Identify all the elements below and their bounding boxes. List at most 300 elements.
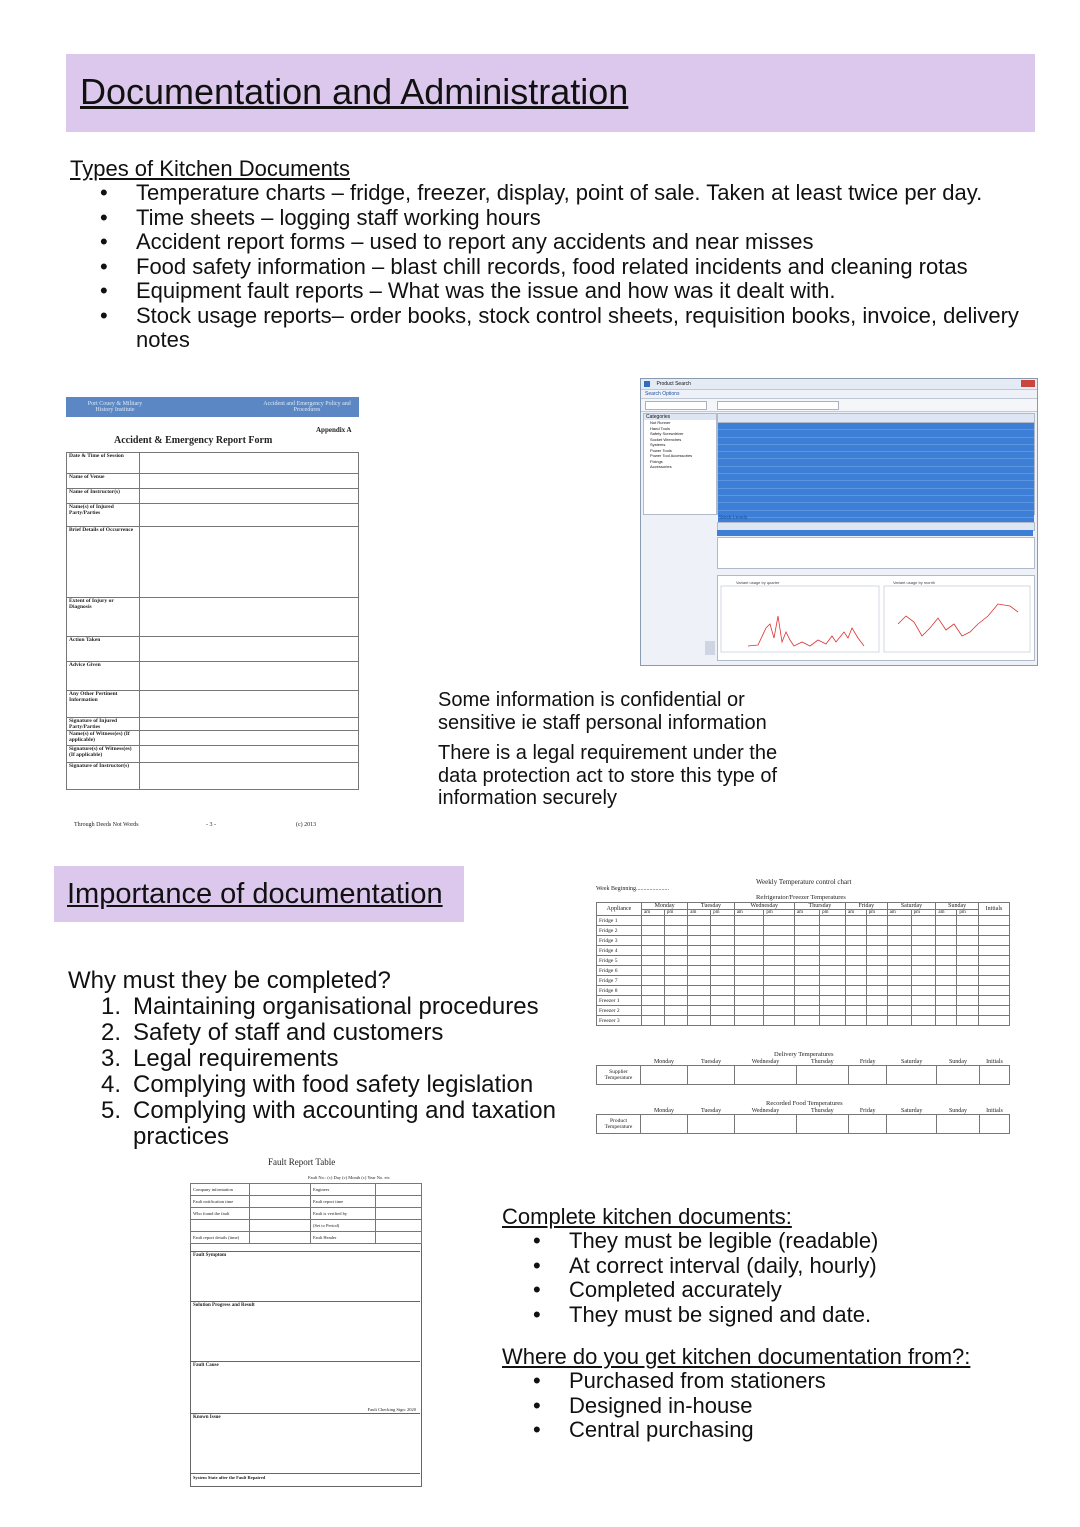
temp-entry-cell[interactable] (642, 936, 665, 946)
list-item: • Purchased from stationers (533, 1369, 1062, 1394)
fault-left-value[interactable] (250, 1184, 311, 1196)
temp-appliance-row (597, 916, 1010, 926)
stock-grid-row[interactable] (718, 467, 1034, 474)
list-item: • Accident report forms – used to report any accidents and near misses (100, 230, 1060, 255)
temp-entry-cell[interactable] (887, 936, 911, 946)
reasons-list (101, 994, 598, 1150)
temp-entry-cell[interactable] (911, 1016, 936, 1026)
stock-search-field[interactable] (645, 401, 707, 410)
temp-entry-cell[interactable] (642, 986, 665, 996)
temp-entry-cell[interactable] (866, 946, 887, 956)
temp-entry-cell[interactable] (711, 1016, 735, 1026)
temp-entry-cell[interactable] (936, 986, 957, 996)
temp-entry-cell[interactable] (820, 946, 846, 956)
temp-entry-cell[interactable] (846, 1006, 867, 1016)
temp-entry-cell[interactable] (764, 926, 794, 936)
temp-entry-cell[interactable] (846, 946, 867, 956)
temp-entry-cell[interactable] (794, 996, 819, 1006)
temp-entry-cell[interactable] (866, 966, 887, 976)
temp-entry-cell[interactable] (820, 926, 846, 936)
temp-entry-cell[interactable] (734, 1006, 764, 1016)
list-item: • Designed in-house (533, 1394, 1062, 1419)
temp-entry-cell[interactable] (794, 956, 819, 966)
temp-entry-cell[interactable] (846, 1016, 867, 1026)
fault-top-table (190, 1183, 422, 1244)
temp-entry-cell[interactable] (711, 946, 735, 956)
temp-entry-cell[interactable] (979, 956, 1010, 966)
temp-entry-cell[interactable] (711, 926, 735, 936)
temp-appliance-name: Fridge 3 (597, 936, 642, 946)
temp-entry-cell[interactable] (866, 976, 887, 986)
temp-entry-cell[interactable] (911, 936, 936, 946)
temp-entry-cell[interactable] (794, 966, 819, 976)
fault-left-value[interactable] (250, 1220, 311, 1232)
temp-entry-cell[interactable] (820, 966, 846, 976)
temp-entry-cell[interactable] (957, 926, 979, 936)
temp-entry-cell[interactable] (734, 986, 764, 996)
fault-right-cell: (Set to Period) (311, 1220, 376, 1232)
accident-form-title: Accident & Emergency Report Form (114, 435, 273, 446)
temp-entry-cell[interactable] (936, 1016, 957, 1026)
temp-entry-cell[interactable] (664, 1006, 687, 1016)
list-item: • They must be signed and date. (533, 1303, 1062, 1328)
temp-entry-cell[interactable] (887, 1016, 911, 1026)
delivery-entry[interactable] (796, 1066, 848, 1085)
temp-entry-cell[interactable] (887, 926, 911, 936)
stock-grid-row[interactable] (718, 430, 1034, 437)
temp-entry-cell[interactable] (820, 996, 846, 1006)
temp-entry-cell[interactable] (936, 956, 957, 966)
temp-am: am (688, 910, 711, 916)
temp-entry-cell[interactable] (887, 956, 911, 966)
fault-right-value[interactable] (376, 1184, 422, 1196)
reason-number: 4. (101, 1071, 122, 1098)
temp-entry-cell[interactable] (887, 946, 911, 956)
temp-entry-cell[interactable] (936, 946, 957, 956)
accident-form-field[interactable] (140, 598, 359, 637)
temp-entry-cell[interactable] (794, 976, 819, 986)
accident-form-row (67, 746, 359, 763)
temp-entry-cell[interactable] (979, 916, 1010, 926)
fault-state-box (190, 1473, 420, 1486)
temp-entry-cell[interactable] (642, 926, 665, 936)
temp-entry-cell[interactable] (794, 916, 819, 926)
temp-entry-cell[interactable] (911, 1006, 936, 1016)
temp-entry-cell[interactable] (688, 986, 711, 996)
list-item: • They must be legible (readable) (533, 1229, 1062, 1254)
temp-entry-cell[interactable] (820, 936, 846, 946)
temp-entry-cell[interactable] (764, 946, 794, 956)
complete-heading: Complete kitchen documents: (502, 1204, 792, 1229)
stock-grid-row[interactable] (718, 503, 1034, 510)
temp-appliance-row (597, 936, 1010, 946)
temp-entry-cell[interactable] (887, 976, 911, 986)
stock-category-item[interactable]: Nut Runner (650, 420, 671, 425)
stock-category-item[interactable]: Fixings (650, 458, 663, 464)
temp-entry-cell[interactable] (887, 986, 911, 996)
types-heading: Types of Kitchen Documents (70, 156, 351, 181)
fault-left-value[interactable] (250, 1232, 311, 1244)
fault-left-value[interactable] (250, 1208, 311, 1220)
fault-right-value[interactable] (376, 1232, 422, 1244)
temp-entry-cell[interactable] (794, 1006, 819, 1016)
fault-solution-label: Solution Progress and Result (193, 1303, 255, 1308)
temp-chart-table (596, 902, 1010, 1026)
temp-entry-cell[interactable] (711, 966, 735, 976)
temp-entry-cell[interactable] (664, 916, 687, 926)
stock-levels-body (717, 537, 1035, 569)
temp-entry-cell[interactable] (866, 986, 887, 996)
temp-entry-cell[interactable] (764, 996, 794, 1006)
stock-category-item[interactable]: Systems (650, 442, 666, 447)
temp-entry-cell[interactable] (866, 916, 887, 926)
product-entry[interactable] (687, 1115, 734, 1134)
temp-entry-cell[interactable] (911, 976, 936, 986)
delivery-entry[interactable] (848, 1066, 886, 1085)
temp-entry-cell[interactable] (820, 916, 846, 926)
temp-chart-sub2: Delivery Temperatures (774, 1051, 834, 1058)
fault-left-cell: Fault notification time (191, 1196, 250, 1208)
temp-entry-cell[interactable] (642, 1016, 665, 1026)
accident-form-field[interactable] (140, 453, 359, 474)
product-entry[interactable] (936, 1115, 979, 1134)
fault-right-value[interactable] (376, 1196, 422, 1208)
product-entry[interactable] (980, 1115, 1010, 1134)
temp-entry-cell[interactable] (711, 1006, 735, 1016)
accident-form-label: Signature(s) of Witness(es) (If applicable) (67, 746, 140, 763)
temp-entry-cell[interactable] (846, 976, 867, 986)
temp-entry-cell[interactable] (911, 996, 936, 1006)
temp-entry-cell[interactable] (957, 1016, 979, 1026)
temp-entry-cell[interactable] (711, 976, 735, 986)
temp-am: am (887, 910, 911, 916)
temp-entry-cell[interactable] (688, 966, 711, 976)
temp-entry-cell[interactable] (820, 1006, 846, 1016)
temp-entry-cell[interactable] (957, 936, 979, 946)
delivery-entry[interactable] (641, 1066, 688, 1085)
stock-grid-row[interactable] (718, 423, 1034, 430)
temp-entry-cell[interactable] (764, 956, 794, 966)
temp-appliance-row (597, 996, 1010, 1006)
temp-entry-cell[interactable] (734, 956, 764, 966)
title-banner (66, 54, 1035, 132)
temp-entry-cell[interactable] (734, 916, 764, 926)
temp-entry-cell[interactable] (979, 996, 1010, 1006)
accident-form-row (67, 453, 359, 474)
temp-entry-cell[interactable] (936, 936, 957, 946)
temp-entry-cell[interactable] (764, 916, 794, 926)
reason-text: Legal requirements (133, 1045, 339, 1072)
temp-entry-cell[interactable] (734, 966, 764, 976)
stock-category-item[interactable]: Socket Wrenches (650, 436, 682, 442)
stock-category-item[interactable]: Accessories (650, 464, 672, 469)
fault-symptom-label: Fault Symptom (193, 1253, 227, 1258)
stock-grid-row[interactable] (718, 481, 1034, 488)
temp-entry-cell[interactable] (711, 936, 735, 946)
temp-entry-cell[interactable] (688, 976, 711, 986)
fault-right-value[interactable] (376, 1220, 422, 1232)
temp-entry-cell[interactable] (979, 986, 1010, 996)
delivery-label: Supplier Temperature (597, 1066, 641, 1085)
temp-entry-cell[interactable] (846, 966, 867, 976)
stock-grid-row[interactable] (718, 452, 1034, 459)
temp-entry-cell[interactable] (979, 946, 1010, 956)
temp-entry-cell[interactable] (887, 996, 911, 1006)
temp-entry-cell[interactable] (794, 946, 819, 956)
fault-report-title: Fault Report Table (268, 1157, 336, 1167)
temp-entry-cell[interactable] (734, 926, 764, 936)
temp-entry-cell[interactable] (688, 936, 711, 946)
temp-entry-cell[interactable] (688, 946, 711, 956)
fault-report-note: Fault No.: (c) Day (c) Month (c) Year No. etc (308, 1175, 390, 1180)
temp-entry-cell[interactable] (664, 926, 687, 936)
temp-appliance-name: Fridge 2 (597, 926, 642, 936)
temp-entry-cell[interactable] (664, 976, 687, 986)
temp-entry-cell[interactable] (794, 936, 819, 946)
temp-entry-cell[interactable] (764, 976, 794, 986)
temp-entry-cell[interactable] (936, 916, 957, 926)
temp-entry-cell[interactable] (957, 946, 979, 956)
temp-entry-cell[interactable] (846, 936, 867, 946)
temp-entry-cell[interactable] (734, 996, 764, 1006)
delivery-entry[interactable] (936, 1066, 979, 1085)
temp-pm: pm (820, 910, 846, 916)
temp-entry-cell[interactable] (957, 996, 979, 1006)
accident-form-field[interactable] (140, 731, 359, 746)
temp-entry-cell[interactable] (911, 916, 936, 926)
temp-entry-cell[interactable] (794, 1016, 819, 1026)
accident-form-field[interactable] (140, 489, 359, 504)
fault-right-value[interactable] (376, 1208, 422, 1220)
delivery-entry[interactable] (687, 1066, 734, 1085)
temp-entry-cell[interactable] (979, 926, 1010, 936)
accident-form-field[interactable] (140, 662, 359, 691)
stock-category-item[interactable]: Power Tools (650, 447, 672, 453)
stock-grid-header (718, 414, 1034, 423)
temp-entry-cell[interactable] (846, 916, 867, 926)
temp-entry-cell[interactable] (957, 956, 979, 966)
temp-entry-cell[interactable] (820, 1016, 846, 1026)
temp-entry-cell[interactable] (866, 1006, 887, 1016)
temp-entry-cell[interactable] (846, 926, 867, 936)
accident-form-field[interactable] (140, 691, 359, 718)
accident-form-field[interactable] (140, 746, 359, 763)
temp-entry-cell[interactable] (887, 1006, 911, 1016)
temp-entry-cell[interactable] (866, 936, 887, 946)
temp-entry-cell[interactable] (957, 986, 979, 996)
temp-entry-cell[interactable] (957, 976, 979, 986)
accident-form-field[interactable] (140, 504, 359, 527)
reason-text: Complying with accounting and taxation practices (133, 1097, 556, 1150)
quarter-chart-frame (721, 586, 879, 652)
accident-form-row (67, 718, 359, 731)
temp-appliance-name: Fridge 7 (597, 976, 642, 986)
temp-entry-cell[interactable] (846, 956, 867, 966)
stock-grid-row[interactable] (718, 474, 1034, 481)
temp-entry-cell[interactable] (688, 956, 711, 966)
temp-entry-cell[interactable] (957, 966, 979, 976)
temp-entry-cell[interactable] (664, 946, 687, 956)
temp-entry-cell[interactable] (664, 996, 687, 1006)
accident-form-field[interactable] (140, 763, 359, 790)
temp-entry-cell[interactable] (734, 936, 764, 946)
temp-entry-cell[interactable] (911, 986, 936, 996)
fault-top-row (191, 1232, 422, 1244)
stock-levels-selected-row[interactable] (717, 530, 1033, 536)
accident-form-row (67, 474, 359, 489)
fault-left-value[interactable] (250, 1196, 311, 1208)
temp-entry-cell[interactable] (846, 986, 867, 996)
types-section (70, 157, 1060, 353)
temp-entry-cell[interactable] (887, 916, 911, 926)
product-entry[interactable] (641, 1115, 688, 1134)
stock-grid-row[interactable] (718, 459, 1034, 466)
temp-day-header: Sunday (936, 903, 979, 910)
temp-entry-cell[interactable] (664, 986, 687, 996)
stock-category-item[interactable]: Safety Screwdriver (650, 431, 684, 436)
temp-day-header: Monday (642, 903, 688, 910)
stock-grid-row[interactable] (718, 445, 1034, 452)
delivery-day: Wednesday (751, 1059, 780, 1065)
delivery-entry[interactable] (980, 1066, 1010, 1085)
temp-entry-cell[interactable] (688, 996, 711, 1006)
temp-entry-cell[interactable] (642, 976, 665, 986)
temp-entry-cell[interactable] (642, 916, 665, 926)
temp-entry-cell[interactable] (764, 966, 794, 976)
temp-entry-cell[interactable] (688, 926, 711, 936)
accident-form-field[interactable] (140, 637, 359, 662)
stock-levels-label: Stock Levels (719, 515, 748, 521)
temp-entry-cell[interactable] (911, 966, 936, 976)
temp-entry-cell[interactable] (846, 996, 867, 1006)
temp-entry-cell[interactable] (664, 1016, 687, 1026)
temp-entry-cell[interactable] (979, 976, 1010, 986)
complete-list (533, 1229, 1062, 1327)
stock-window-icon (644, 381, 650, 387)
temp-entry-cell[interactable] (642, 996, 665, 1006)
temp-entry-cell[interactable] (664, 956, 687, 966)
stock-search-tab[interactable]: Search Options (641, 390, 1037, 399)
temp-entry-cell[interactable] (936, 966, 957, 976)
importance-title: Importance of documentation (67, 878, 443, 910)
temp-entry-cell[interactable] (936, 976, 957, 986)
temp-entry-cell[interactable] (711, 956, 735, 966)
stock-grid-row[interactable] (718, 496, 1034, 503)
temp-entry-cell[interactable] (866, 926, 887, 936)
temp-entry-cell[interactable] (820, 976, 846, 986)
temp-entry-cell[interactable] (936, 996, 957, 1006)
temp-entry-cell[interactable] (711, 916, 735, 926)
temp-entry-cell[interactable] (957, 1006, 979, 1016)
month-chart-title: Variant usage by month (893, 580, 935, 585)
stock-grid-row[interactable] (718, 438, 1034, 445)
temp-entry-cell[interactable] (764, 1016, 794, 1026)
accident-form-field[interactable] (140, 527, 359, 598)
temp-entry-cell[interactable] (711, 986, 735, 996)
temp-entry-cell[interactable] (794, 986, 819, 996)
stock-grid-row[interactable] (718, 511, 1034, 518)
temp-entry-cell[interactable] (887, 966, 911, 976)
temp-entry-cell[interactable] (664, 936, 687, 946)
temp-entry-cell[interactable] (642, 1006, 665, 1016)
temp-entry-cell[interactable] (866, 1016, 887, 1026)
accident-form-field[interactable] (140, 474, 359, 489)
temp-entry-cell[interactable] (979, 1016, 1010, 1026)
temp-chart-title: Weekly Temperature control chart (756, 878, 852, 886)
temp-entry-cell[interactable] (866, 956, 887, 966)
stock-filter-field[interactable] (717, 401, 839, 410)
temp-day-header: Friday (846, 903, 888, 910)
temp-entry-cell[interactable] (936, 926, 957, 936)
accident-form-label: Advice Given (67, 662, 140, 691)
temp-appliance-name: Freezer 1 (597, 996, 642, 1006)
temp-appliance-row (597, 1016, 1010, 1026)
accident-form-footer-right: (c) 2013 (296, 822, 317, 828)
temp-entry-cell[interactable] (734, 946, 764, 956)
temp-entry-cell[interactable] (911, 956, 936, 966)
temp-entry-cell[interactable] (820, 986, 846, 996)
temp-entry-cell[interactable] (911, 946, 936, 956)
accident-form-footer-mid: - 3 - (206, 822, 216, 828)
temp-entry-cell[interactable] (764, 936, 794, 946)
temp-entry-cell[interactable] (957, 916, 979, 926)
product-entry[interactable] (887, 1115, 937, 1134)
stock-toolbar (641, 399, 1037, 412)
temp-appliance-header: Appliance (597, 903, 642, 916)
temp-entry-cell[interactable] (688, 916, 711, 926)
delivery-entry[interactable] (735, 1066, 797, 1085)
where-heading: Where do you get kitchen documentation from?: (502, 1344, 971, 1369)
product-entry[interactable] (848, 1115, 886, 1134)
temp-entry-cell[interactable] (764, 986, 794, 996)
product-entry[interactable] (735, 1115, 797, 1134)
fault-symptom-box (190, 1251, 420, 1302)
temp-entry-cell[interactable] (664, 966, 687, 976)
temp-entry-cell[interactable] (642, 956, 665, 966)
temp-entry-cell[interactable] (979, 966, 1010, 976)
temp-entry-cell[interactable] (911, 926, 936, 936)
stock-window-close-icon[interactable] (1021, 380, 1035, 387)
temp-entry-cell[interactable] (734, 1016, 764, 1026)
temp-entry-cell[interactable] (734, 976, 764, 986)
temp-entry-cell[interactable] (979, 936, 1010, 946)
temp-entry-cell[interactable] (688, 1006, 711, 1016)
accident-form-thumbnail (66, 397, 366, 837)
temp-day-header: Saturday (887, 903, 936, 910)
temp-entry-cell[interactable] (979, 1006, 1010, 1016)
temp-entry-cell[interactable] (794, 926, 819, 936)
temp-entry-cell[interactable] (820, 956, 846, 966)
delivery-entry[interactable] (887, 1066, 937, 1085)
temp-entry-cell[interactable] (866, 996, 887, 1006)
reason-item (101, 1020, 598, 1046)
temp-entry-cell[interactable] (764, 1006, 794, 1016)
temp-entry-cell[interactable] (711, 996, 735, 1006)
temp-entry-cell[interactable] (688, 1016, 711, 1026)
temp-day-header: Tuesday (688, 903, 734, 910)
product-entry[interactable] (796, 1115, 848, 1134)
stock-grid-row[interactable] (718, 489, 1034, 496)
accident-form-field[interactable] (140, 718, 359, 731)
fault-state-label: System State after the Fault Repaired (193, 1475, 266, 1480)
stock-category-item[interactable]: Power Tool Accessories (650, 453, 693, 458)
temp-am: am (794, 910, 819, 916)
temp-entry-cell[interactable] (642, 966, 665, 976)
temp-entry-cell[interactable] (642, 946, 665, 956)
temp-entry-cell[interactable] (936, 1006, 957, 1016)
stock-category-item[interactable]: Hand Tools (650, 425, 670, 431)
product-initials: Initials (986, 1108, 1003, 1114)
